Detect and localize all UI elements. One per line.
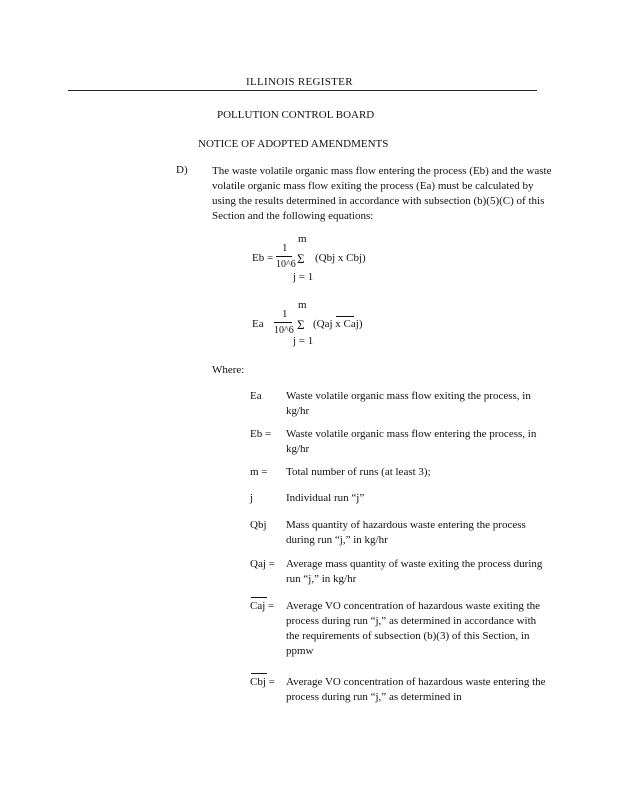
def-text-qbj: Mass quantity of hazardous waste entering the process during run “j,” in kg/hr xyxy=(286,519,526,546)
eq1-fraction-bar xyxy=(276,256,292,257)
def-symbol-ea: Ea xyxy=(250,390,262,402)
register-title: ILLINOIS REGISTER xyxy=(246,76,353,88)
eq1-lhs: Eb = xyxy=(252,252,274,264)
def-text-eb: Waste volatile organic mass flow entering the process, in kg/hr xyxy=(286,428,537,455)
where-label: Where: xyxy=(212,364,245,376)
def-text-m: Total number of runs (at least 3); xyxy=(286,466,431,478)
board-title: POLLUTION CONTROL BOARD xyxy=(217,109,375,121)
eq1-body: (Qbj x Cbj) xyxy=(315,252,366,264)
eq2-lower-limit: j = 1 xyxy=(293,335,314,347)
eq2-body: (Qaj x Caj) xyxy=(313,318,363,330)
section-paragraph: The waste volatile organic mass flow entering the process (Eb) and the waste volatile organic mass flow exiting the process (Ea) must be calculated by using the results determined in accordance with subsection (b)(5)(C) of this Section and the following equations: xyxy=(212,165,552,222)
def-text-caj: Average VO concentration of hazardous waste exiting the process during run “j,” as determined in accordance with the requirements of subsection (b)(3) of this Section, in ppmw xyxy=(286,600,541,657)
eq1-numerator: 1 xyxy=(282,242,288,254)
def-symbol-qbj: Qbj xyxy=(250,519,267,531)
cbj-overbar xyxy=(251,673,267,674)
eq1-upper-limit: m xyxy=(298,233,307,245)
def-symbol-caj: Caj = xyxy=(250,600,275,612)
eq2-overbar xyxy=(336,316,354,317)
eq2-denominator: 10^6 xyxy=(274,325,294,336)
def-symbol-eb: Eb = xyxy=(250,428,272,440)
def-symbol-j: j xyxy=(250,492,254,504)
eq2-upper-limit: m xyxy=(298,299,307,311)
eq2-numerator: 1 xyxy=(282,308,288,320)
section-label: D) xyxy=(176,164,188,176)
def-symbol-qaj: Qaj = xyxy=(250,558,275,570)
eq2-lhs: Ea xyxy=(252,318,264,330)
eq2-sigma: Σ xyxy=(297,317,305,332)
eq1-denominator: 10^6 xyxy=(276,259,296,270)
def-symbol-m: m = xyxy=(250,466,268,478)
eq1-lower-limit: j = 1 xyxy=(293,271,314,283)
eq1-sigma: Σ xyxy=(297,251,305,266)
notice-title: NOTICE OF ADOPTED AMENDMENTS xyxy=(198,138,389,150)
caj-overbar xyxy=(251,597,267,598)
eq2-fraction-bar xyxy=(274,322,292,323)
def-text-cbj: Average VO concentration of hazardous waste entering the process during run “j,” as determined in xyxy=(286,676,546,703)
def-symbol-cbj: Cbj = xyxy=(250,676,275,688)
def-text-qaj: Average mass quantity of waste exiting the process during run “j,” in kg/hr xyxy=(286,558,543,585)
header-rule xyxy=(68,90,537,91)
def-text-j: Individual run “j” xyxy=(286,492,365,504)
def-text-ea: Waste volatile organic mass flow exiting the process, in kg/hr xyxy=(286,390,531,417)
